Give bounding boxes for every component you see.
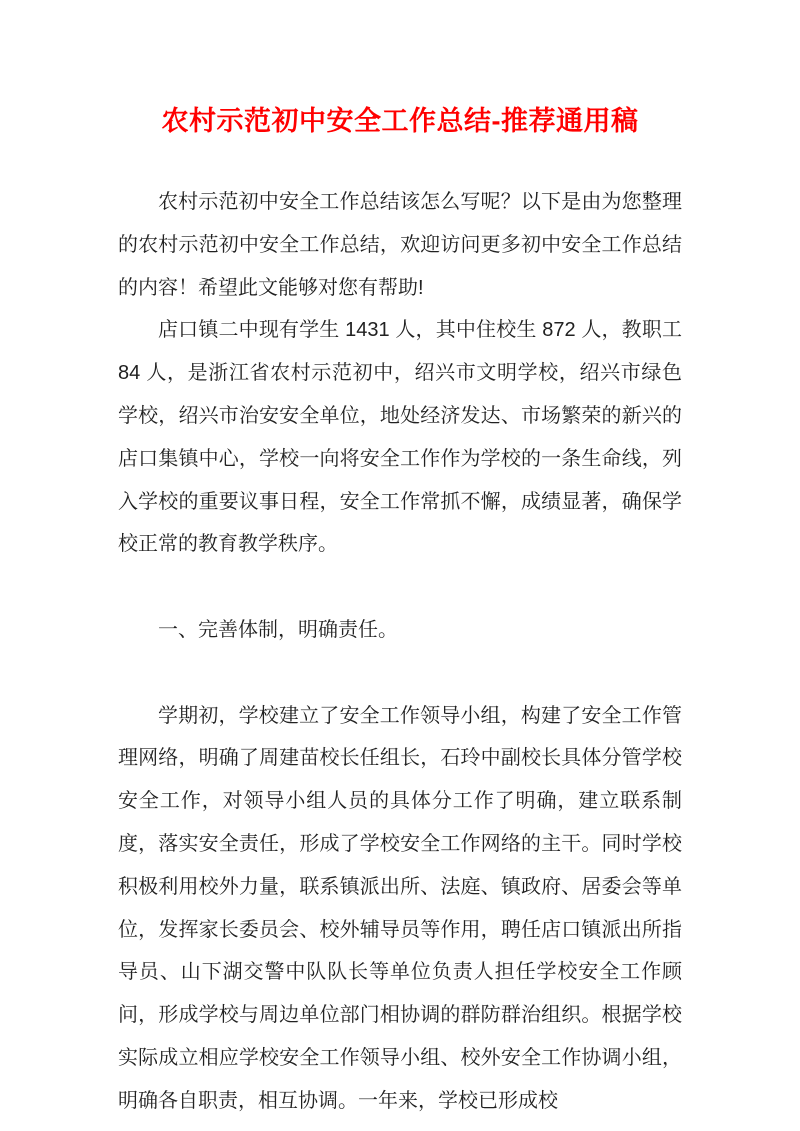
paragraph-school-overview: 店口镇二中现有学生 1431 人，其中住校生 872 人，教职工 84 人，是浙江省农村示范初中，绍兴市文明学校，绍兴市绿色学校，绍兴市治安安全单位，地处经济发达、市场繁荣的新兴的店口集镇中心，学校一向将安全工作作为学校的一条生命线，列入学校的重要议事日程，安全工作常抓不懈，成绩显著，确保学校正常的教育教学秩序。	[118, 319, 682, 556]
document-body	[118, 181, 682, 1123]
paragraph-section-1-body: 学期初，学校建立了安全工作领导小组，构建了安全工作管理网络，明确了周建苗校长任组长，石玲中副校长具体分管学校安全工作，对领导小组人员的具体分工作了明确，建立联系制度，落实安全责任，形成了学校安全工作网络的主干。同时学校积极利用校外力量，联系镇派出所、法庭、镇政府、居委会等单位，发挥家长委员会、校外辅导员等作用，聘任店口镇派出所指导员、山下湖交警中队队长等单位负责人担任学校安全工作顾问，形成学校与周边单位部门相协调的群防群治组织。根据学校实际成立相应学校安全工作领导小组、校外安全工作协调小组，明确各自职责，相互协调。一年来，学校已形成校	[118, 704, 682, 1112]
paragraph-intro: 农村示范初中安全工作总结该怎么写呢？以下是由为您整理的农村示范初中安全工作总结，欢迎访问更多初中安全工作总结的内容！希望此文能够对您有帮助!	[118, 191, 682, 299]
document-title: 农村示范初中安全工作总结-推荐通用稿	[161, 106, 639, 136]
section-heading-1: 一、完善体制，明确责任。	[158, 618, 398, 641]
